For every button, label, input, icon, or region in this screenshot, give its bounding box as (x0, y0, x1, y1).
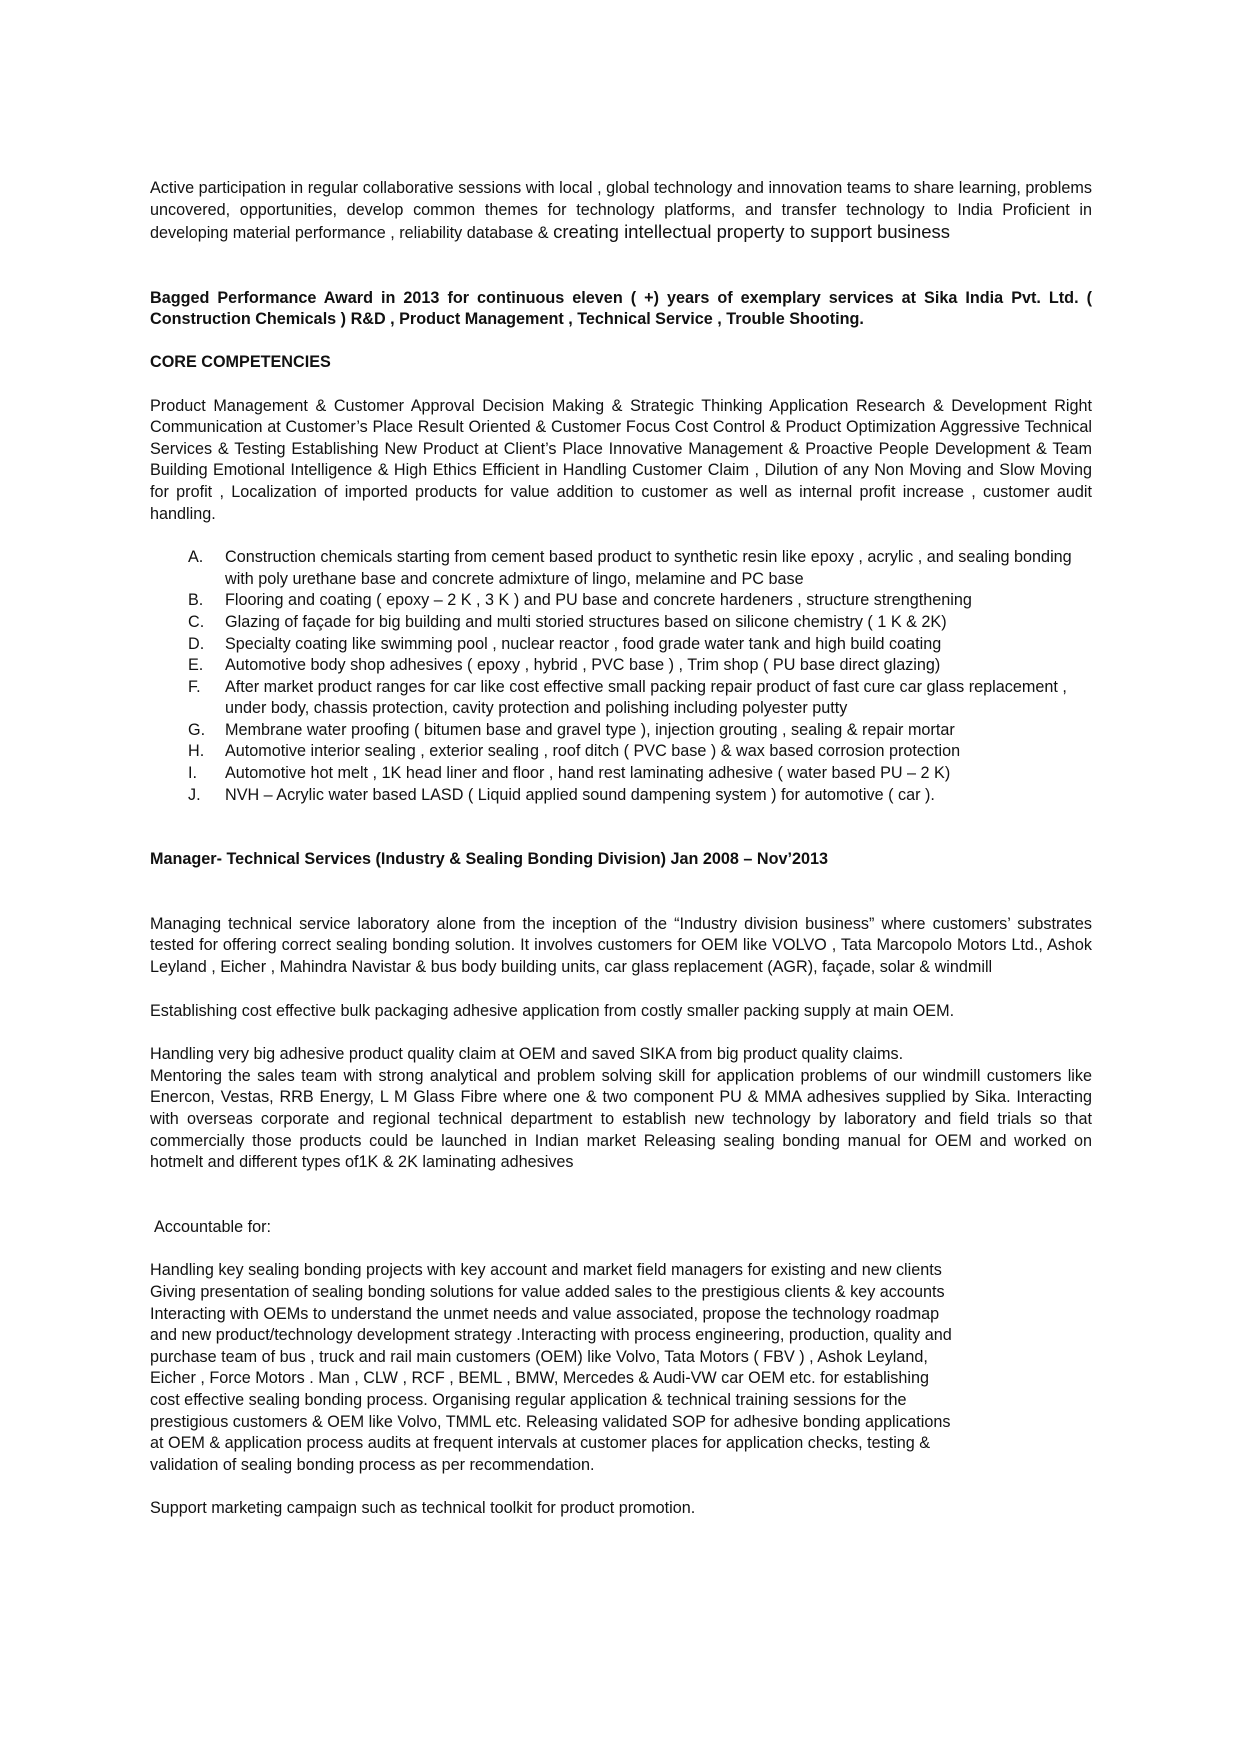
job-paragraph-marketing: Support marketing campaign such as technical toolkit for product promotion. (150, 1499, 696, 1518)
job-paragraph-lab: Managing technical service laboratory alone from the inception of the “Industry division business” where customers’ substrates tested for offering correct sealing bonding solution. It involves customers for OEM like VOLVO , Tata Marcopolo Motors Ltd., Ashok Leyland , Eicher , Mahindra Navistar & bus body building units, car glass replacement (AGR), façade, solar & windmill (150, 914, 1092, 977)
accountable-line: purchase team of bus , truck and rail main customers (OEM) like Volvo, Tata Motors ( FBV ) , Ashok Leyland, (150, 1347, 928, 1366)
accountable-line: Interacting with OEMs to understand the unmet needs and value associated, propose the technology roadmap (150, 1304, 940, 1323)
intro-paragraph: Active participation in regular collaborative sessions with local , global technology and innovation teams to share learning, problems uncovered, opportunities, develop common themes for technology platforms, and transfer technology to India Proficient in developing material performance , reliability database & creating intellectual property to support business (150, 179, 1092, 243)
competency-item: G. Membrane water proofing ( bitumen base and gravel type ), injection grouting , sealing & repair mortar (188, 720, 955, 739)
competency-item: D. Specialty coating like swimming pool , nuclear reactor , food grade water tank and high build coating (188, 634, 942, 653)
intro-paragraph-large-text: creating intellectual property to support business (553, 221, 951, 243)
accountable-line: validation of sealing bonding process as per recommendation. (150, 1455, 595, 1474)
competency-item: H. Automotive interior sealing , exterior sealing , roof ditch ( PVC base ) & wax based corrosion protection (188, 742, 961, 761)
accountable-line: at OEM & application process audits at frequent intervals at customer places for application checks, testing & (150, 1434, 931, 1453)
competency-item: C. Glazing of façade for big building and multi storied structures based on silicone chemistry ( 1 K & 2K) (188, 612, 947, 631)
job-paragraph-quality-claim: Handling very big adhesive product quality claim at OEM and saved SIKA from big product quality claims. (150, 1045, 904, 1064)
core-competencies-summary: Product Management & Customer Approval Decision Making & Strategic Thinking Application Research & Development Right Communication at Customer’s Place Result Oriented & Customer Focus Cost Control & Product Optimization Aggressive Technical Services & Testing Establishing New Product at Client’s Place Innovative Management & Proactive People Development & Team Building Emotional Intelligence & High Ethics Efficient in Handling Customer Claim , Dilution of any Non Moving and Slow Moving for profit , Localization of imported products for value addition to customer as well as internal profit increase , customer audit handling. (150, 396, 1092, 523)
competency-item: E. Automotive body shop adhesives ( epoxy , hybrid , PVC base ) , Trim shop ( PU base direct glazing) (188, 656, 941, 675)
core-competencies-heading: CORE COMPETENCIES (150, 352, 331, 371)
accountable-line: prestigious customers & OEM like Volvo, TMML etc. Releasing validated SOP for adhesive bonding applications (150, 1412, 951, 1431)
competency-item: J. NVH – Acrylic water based LASD ( Liquid applied sound dampening system ) for automotive ( car ). (188, 785, 935, 804)
competency-item: B. Flooring and coating ( epoxy – 2 K , 3 K ) and PU base and concrete hardeners , structure strengthening (188, 591, 972, 610)
competency-item: F. After market product ranges for car like cost effective small packing repair product of fast cure car glass replacement , under body, chassis protection, cavity protection and polishing including polyester putty (188, 677, 1067, 718)
accountable-line: Eicher , Force Motors . Man , CLW , RCF , BEML , BMW, Mercedes & Audi-VW car OEM etc. for establishing (150, 1369, 930, 1388)
job-title-heading: Manager- Technical Services (Industry & Sealing Bonding Division) Jan 2008 – Nov’2013 (150, 850, 828, 869)
resume-page (150, 178, 1092, 1520)
accountable-line: cost effective sealing bonding process. Organising regular application & technical training sessions for the (150, 1390, 907, 1409)
job-paragraph-packaging: Establishing cost effective bulk packaging adhesive application from costly smaller packing supply at main OEM. (150, 1001, 955, 1020)
accountable-line: Handling key sealing bonding projects with key account and market field managers for existing and new clients (150, 1261, 942, 1280)
competency-item: A. Construction chemicals starting from cement based product to synthetic resin like epoxy , acrylic , and sealing bonding with poly urethane base and concrete admixture of lingo, melamine and PC base (188, 548, 1072, 588)
accountable-for-block (150, 1260, 1092, 1476)
competency-list (150, 547, 1092, 806)
job-paragraph-mentoring: Mentoring the sales team with strong analytical and problem solving skill for application problems of our windmill customers like Enercon, Vestas, RRB Energy, L M Glass Fibre where one & two component PU & MMA adhesives supplied by Sika. Interacting with overseas corporate and regional technical department to establish new technology by laboratory and field trials so that commercially those products could be launched in Indian market Releasing sealing bonding manual for OEM and worked on hotmelt and different types of1K & 2K laminating adhesives (150, 1066, 1092, 1172)
competency-item: I. Automotive hot melt , 1K head liner and floor , hand rest laminating adhesive ( water based PU – 2 K) (188, 764, 951, 783)
award-statement: Bagged Performance Award in 2013 for continuous eleven ( +) years of exemplary services at Sika India Pvt. Ltd. ( Construction Chemicals ) R&D , Product Management , Technical Service , Trouble Shooting. (150, 288, 1092, 329)
accountable-line: and new product/technology development strategy .Interacting with process engineering, production, quality and (150, 1326, 952, 1345)
accountable-for-label: Accountable for: (154, 1217, 271, 1236)
accountable-line: Giving presentation of sealing bonding solutions for value added sales to the prestigious clients & key accounts (150, 1282, 945, 1301)
